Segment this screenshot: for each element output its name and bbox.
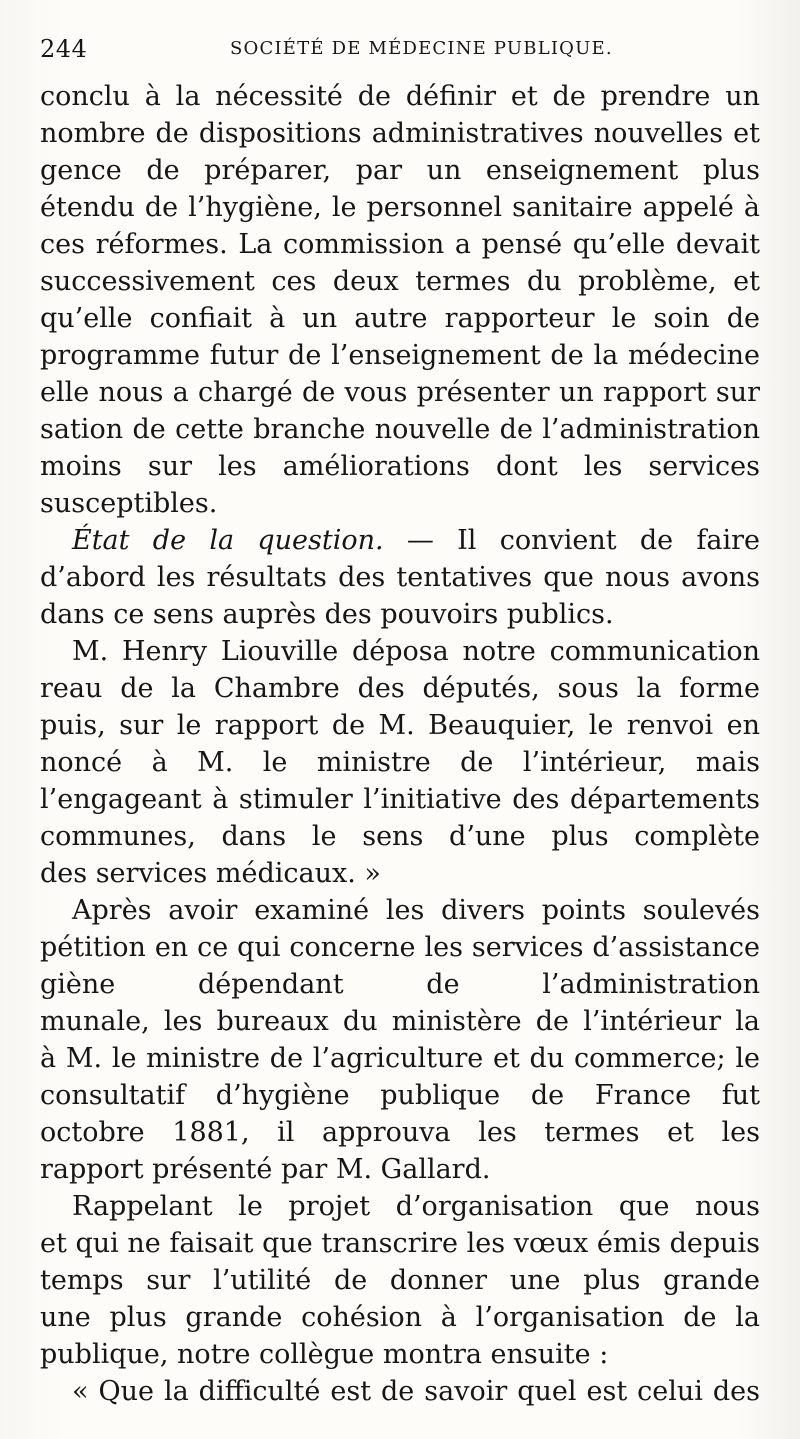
paragraph-last-line: susceptibles.: [40, 488, 218, 519]
paragraph-last-line: dans ce sens auprès des pouvoirs publics.: [40, 599, 614, 630]
page-number: 244: [40, 35, 88, 63]
text-line: successivement ces deux termes du problème, et: [40, 266, 760, 297]
text-line: l’engageant à stimuler l’initiative des départements: [40, 784, 760, 815]
paragraph-last-line: des services médicaux. »: [40, 858, 381, 889]
paragraph-first-line: Après avoir examiné les divers points soulevés: [72, 895, 760, 926]
text-line: conclu à la nécessité de définir et de prendre un: [40, 81, 760, 112]
text-line: puis, sur le rapport de M. Beauquier, le renvoi en: [40, 710, 760, 741]
section-dash: —: [383, 525, 458, 556]
text-line: sation de cette branche nouvelle de l’administration: [40, 414, 760, 445]
text-line: noncé à M. le ministre de l’intérieur, mais: [40, 747, 760, 778]
paragraph-first-line: Rappelant le projet d’organisation que nous: [72, 1191, 760, 1222]
section-heading: État de la question.: [72, 525, 384, 556]
paragraph-last-line: publique, notre collègue montra ensuite :: [40, 1339, 609, 1370]
text-line: nombre de dispositions administratives nouvelles et: [40, 118, 760, 149]
text-line: communes, dans le sens d’une plus complète: [40, 821, 760, 852]
text-line: étendu de l’hygiène, le personnel sanitaire appelé à: [40, 192, 760, 223]
quote-first-line: « Que la difficulté est de savoir quel est celui des: [72, 1376, 760, 1407]
text-line: temps sur l’utilité de donner une plus grande: [40, 1265, 760, 1296]
text-line: elle nous a chargé de vous présenter un rapport sur: [40, 377, 760, 408]
text-line: qu’elle confiait à un autre rapporteur le soin de: [40, 303, 760, 334]
section-heading-line: [40, 522, 760, 560]
running-head: SOCIÉTÉ DE MÉDECINE PUBLIQUE.: [230, 38, 613, 59]
text-line: octobre 1881, il approuva les termes et les: [40, 1117, 760, 1148]
text-line: programme futur de l’enseignement de la médecine: [40, 340, 760, 371]
text-line: et qui ne faisait que transcrire les vœux émis depuis: [40, 1228, 760, 1259]
text-line: consultatif d’hygiène publique de France fut: [40, 1080, 760, 1111]
text-line: moins sur les améliorations dont les services: [40, 451, 760, 482]
text-line: gence de préparer, par un enseignement plus: [40, 155, 760, 186]
paragraph-last-line: rapport présenté par M. Gallard.: [40, 1154, 491, 1185]
text-line: pétition en ce qui concerne les services d’assistance: [40, 932, 760, 963]
text-line: munale, les bureaux du ministère de l’intérieur la: [40, 1006, 760, 1037]
text-line: à M. le ministre de l’agriculture et du commerce; le: [40, 1043, 760, 1074]
text-line: giène dépendant de l’administration: [40, 969, 760, 1000]
text-line: une plus grande cohésion à l’organisation de la: [40, 1302, 760, 1333]
text-line: ces réformes. La commission a pensé qu’elle devait: [40, 229, 760, 260]
text-line: d’abord les résultats des tentatives que nous avons: [40, 562, 760, 593]
text-line: reau de la Chambre des députés, sous la forme: [40, 673, 760, 704]
page-header: [40, 36, 760, 62]
section-heading-rest: Il convient de faire: [457, 525, 760, 556]
paragraph-first-line: M. Henry Liouville déposa notre communication: [72, 636, 760, 667]
